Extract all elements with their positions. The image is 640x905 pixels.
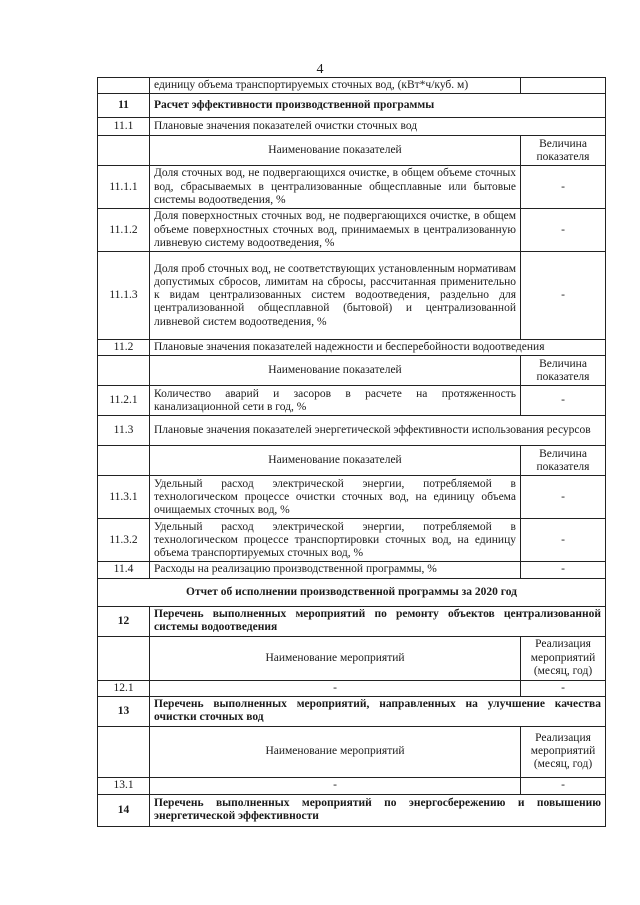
- section-title: Перечень выполненных мероприятий по энергосбережению и повышению энергетической эффективности: [150, 794, 606, 826]
- row-value: -: [521, 519, 606, 562]
- section-row: [98, 696, 606, 726]
- row-text: Доля проб сточных вод, не соответствующих установленным нормативам допустимых сбросов, лимитам на сбросы, рассчитанная применительно к видам централизованных систем водоотведения, раздельно для централизованной общесплавной (бытовой) и централизованной ливневой систем водоотведения, %: [150, 252, 521, 340]
- table-row: [98, 252, 606, 340]
- table-row: [98, 209, 606, 252]
- section-title: Перечень выполненных мероприятий по ремонту объектов централизованной системы водоотведения: [150, 606, 606, 636]
- row-text: Доля сточных вод, не подвергающихся очистке, в общем объеме сточных вод, сбрасываемых в централизованные общесплавные или бытовые системы водоотведения, %: [150, 166, 521, 209]
- subsection-number: 11.3: [98, 416, 150, 446]
- table-row: [98, 476, 606, 519]
- row-value: -: [521, 386, 606, 416]
- empty-cell: [98, 636, 150, 680]
- row-value: -: [521, 166, 606, 209]
- section-row: [98, 606, 606, 636]
- row-value: [521, 78, 606, 94]
- row-number: 11.2.1: [98, 386, 150, 416]
- table-row: [98, 519, 606, 562]
- row-value: -: [521, 777, 606, 794]
- table-row: [98, 680, 606, 696]
- section-number: 13: [98, 696, 150, 726]
- empty-cell: [98, 726, 150, 777]
- column-header-name: Наименование мероприятий: [150, 726, 521, 777]
- column-header-row: [98, 726, 606, 777]
- row-text: Расходы на реализацию производственной программы, %: [150, 562, 521, 578]
- table-row: [98, 78, 606, 94]
- table-row: [98, 386, 606, 416]
- program-table: [97, 77, 606, 827]
- section-row: [98, 794, 606, 826]
- row-number: 11.3.1: [98, 476, 150, 519]
- row-text: Удельный расход электрической энергии, потребляемой в технологическом процессе транспортировки сточных вод, на единицу объема транспортируемых сточных вод, %: [150, 519, 521, 562]
- row-number: 12.1: [98, 680, 150, 696]
- column-header-value: Величина показателя: [521, 136, 606, 166]
- empty-cell: [98, 136, 150, 166]
- column-header-row: [98, 636, 606, 680]
- row-value: -: [521, 252, 606, 340]
- row-text: -: [150, 777, 521, 794]
- row-value: -: [521, 562, 606, 578]
- subsection-row: [98, 340, 606, 356]
- column-header-name: Наименование показателей: [150, 356, 521, 386]
- row-text: -: [150, 680, 521, 696]
- empty-cell: [98, 446, 150, 476]
- section-title: Перечень выполненных мероприятий, направленных на улучшение качества очистки сточных вод: [150, 696, 606, 726]
- row-number: [98, 78, 150, 94]
- table-row: [98, 562, 606, 578]
- column-header-row: [98, 356, 606, 386]
- section-number: 11: [98, 94, 150, 118]
- subsection-number: 11.1: [98, 118, 150, 136]
- column-header-name: Наименование показателей: [150, 136, 521, 166]
- row-value: -: [521, 209, 606, 252]
- table-row: [98, 777, 606, 794]
- column-header-name: Наименование мероприятий: [150, 636, 521, 680]
- column-header-row: [98, 136, 606, 166]
- row-number: 11.1.3: [98, 252, 150, 340]
- empty-cell: [98, 356, 150, 386]
- report-heading: Отчет об исполнении производственной программы за 2020 год: [98, 578, 606, 606]
- column-header-row: [98, 446, 606, 476]
- column-header-value: Реализация мероприятий (месяц, год): [521, 726, 606, 777]
- subsection-number: 11.2: [98, 340, 150, 356]
- subsection-title: Плановые значения показателей энергетической эффективности использования ресурсов: [150, 416, 606, 446]
- row-text: Количество аварий и засоров в расчете на протяженность канализационной сети в год, %: [150, 386, 521, 416]
- page-number: 4: [316, 62, 324, 77]
- column-header-name: Наименование показателей: [150, 446, 521, 476]
- table-row: [98, 166, 606, 209]
- subsection-row: [98, 416, 606, 446]
- row-number: 11.4: [98, 562, 150, 578]
- section-title: Расчет эффективности производственной программы: [150, 94, 606, 118]
- row-text: единицу объема транспортируемых сточных вод, (кВт*ч/куб. м): [150, 78, 521, 94]
- row-text: Удельный расход электрической энергии, потребляемой в технологическом процессе очистки сточных вод, на единицу объема очищаемых сточных вод, %: [150, 476, 521, 519]
- subsection-row: [98, 118, 606, 136]
- column-header-value: Реализация мероприятий (месяц, год): [521, 636, 606, 680]
- row-number: 11.1.1: [98, 166, 150, 209]
- subsection-title: Плановые значения показателей очистки сточных вод: [150, 118, 606, 136]
- row-number: 11.3.2: [98, 519, 150, 562]
- column-header-value: Величина показателя: [521, 356, 606, 386]
- report-heading-row: [98, 578, 606, 606]
- row-number: 11.1.2: [98, 209, 150, 252]
- section-number: 14: [98, 794, 150, 826]
- row-value: -: [521, 680, 606, 696]
- subsection-title: Плановые значения показателей надежности и бесперебойности водоотведения: [150, 340, 606, 356]
- section-number: 12: [98, 606, 150, 636]
- section-row: [98, 94, 606, 118]
- row-number: 13.1: [98, 777, 150, 794]
- column-header-value: Величина показателя: [521, 446, 606, 476]
- row-text: Доля поверхностных сточных вод, не подвергающихся очистке, в общем объеме поверхностных сточных вод, принимаемых в централизованную ливневую систему водоотведения, %: [150, 209, 521, 252]
- row-value: -: [521, 476, 606, 519]
